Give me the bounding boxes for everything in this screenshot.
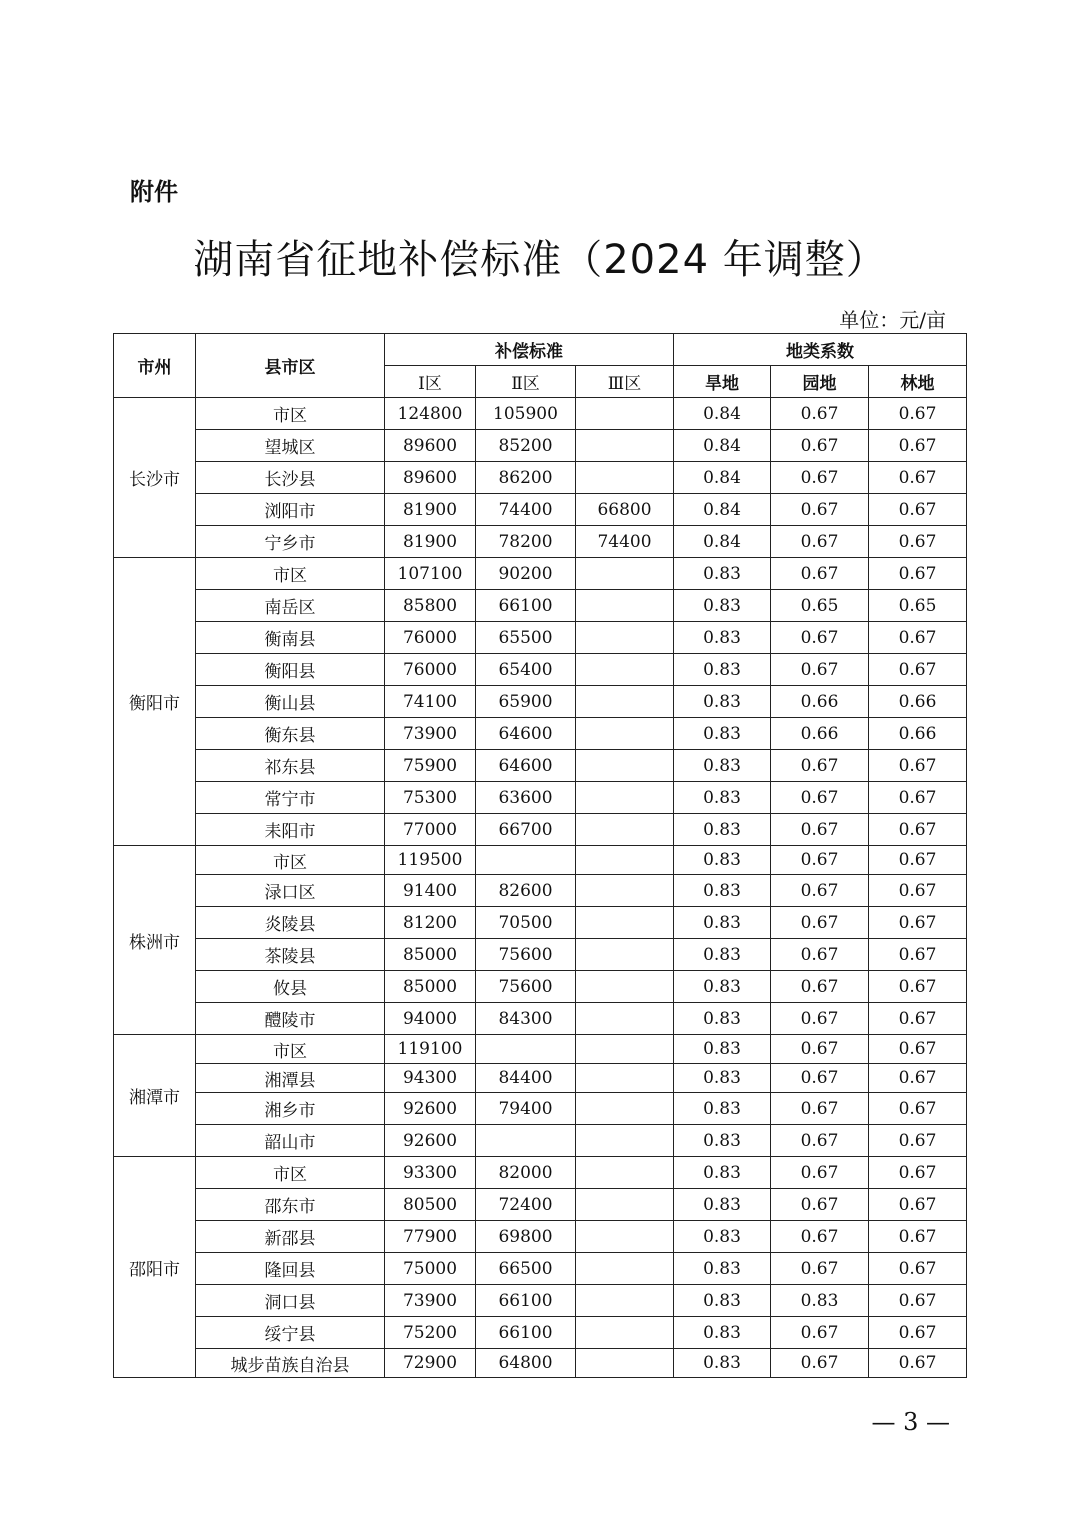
county-cell: 湘乡市	[196, 1093, 385, 1125]
garden-cell: 0.67	[771, 814, 869, 846]
dryland-cell: 0.83	[674, 1003, 771, 1035]
forest-cell: 0.67	[869, 971, 967, 1003]
zone2-cell: 82600	[476, 875, 576, 907]
garden-cell: 0.67	[771, 971, 869, 1003]
county-cell: 市区	[196, 1157, 385, 1189]
forest-cell: 0.67	[869, 846, 967, 875]
forest-cell: 0.67	[869, 654, 967, 686]
zone3-cell	[576, 430, 674, 462]
zone1-cell: 76000	[385, 622, 476, 654]
table-row	[114, 686, 967, 718]
county-cell: 攸县	[196, 971, 385, 1003]
table-row	[114, 907, 967, 939]
zone1-cell: 75200	[385, 1317, 476, 1349]
garden-cell: 0.83	[771, 1285, 869, 1317]
table-row	[114, 971, 967, 1003]
zone3-cell	[576, 558, 674, 590]
zone1-cell: 77900	[385, 1221, 476, 1253]
county-cell: 衡阳县	[196, 654, 385, 686]
table-row	[114, 939, 967, 971]
county-cell: 望城区	[196, 430, 385, 462]
zone3-cell	[576, 1221, 674, 1253]
garden-cell: 0.67	[771, 750, 869, 782]
table-row	[114, 1253, 967, 1285]
garden-cell: 0.67	[771, 430, 869, 462]
county-cell: 衡东县	[196, 718, 385, 750]
zone2-cell	[476, 846, 576, 875]
dryland-cell: 0.83	[674, 590, 771, 622]
city-cell: 邵阳市	[114, 1157, 196, 1378]
zone2-cell: 72400	[476, 1189, 576, 1221]
zone3-cell	[576, 462, 674, 494]
zone2-cell: 66500	[476, 1253, 576, 1285]
header-zone3: Ⅲ区	[576, 366, 674, 398]
zone2-cell: 66100	[476, 590, 576, 622]
garden-cell: 0.67	[771, 846, 869, 875]
forest-cell: 0.67	[869, 782, 967, 814]
zone3-cell	[576, 590, 674, 622]
table-row	[114, 1189, 967, 1221]
zone2-cell: 64600	[476, 718, 576, 750]
table-row	[114, 1035, 967, 1064]
zone1-cell: 80500	[385, 1189, 476, 1221]
forest-cell: 0.67	[869, 558, 967, 590]
county-cell: 韶山市	[196, 1125, 385, 1157]
zone3-cell	[576, 718, 674, 750]
forest-cell: 0.67	[869, 814, 967, 846]
zone3-cell	[576, 1003, 674, 1035]
zone2-cell: 75600	[476, 939, 576, 971]
zone1-cell: 73900	[385, 1285, 476, 1317]
dryland-cell: 0.83	[674, 558, 771, 590]
forest-cell: 0.67	[869, 398, 967, 430]
zone2-cell: 90200	[476, 558, 576, 590]
table-row	[114, 782, 967, 814]
county-cell: 长沙县	[196, 462, 385, 494]
dryland-cell: 0.83	[674, 686, 771, 718]
forest-cell: 0.66	[869, 686, 967, 718]
city-cell: 衡阳市	[114, 558, 196, 846]
zone2-cell: 66700	[476, 814, 576, 846]
county-cell: 洞口县	[196, 1285, 385, 1317]
unit-label: 单位：元/亩	[839, 308, 946, 332]
zone2-cell: 64800	[476, 1349, 576, 1378]
zone1-cell: 81900	[385, 526, 476, 558]
zone1-cell: 91400	[385, 875, 476, 907]
zone1-cell: 94000	[385, 1003, 476, 1035]
zone1-cell: 81900	[385, 494, 476, 526]
forest-cell: 0.67	[869, 1189, 967, 1221]
document-title: 湖南省征地补偿标准（2024 年调整）	[193, 237, 887, 283]
forest-cell: 0.67	[869, 622, 967, 654]
table-row	[114, 750, 967, 782]
city-cell: 长沙市	[114, 398, 196, 558]
zone1-cell: 77000	[385, 814, 476, 846]
dryland-cell: 0.83	[674, 1035, 771, 1064]
zone2-cell: 84300	[476, 1003, 576, 1035]
header-dryland: 旱地	[674, 366, 771, 398]
county-cell: 衡南县	[196, 622, 385, 654]
dryland-cell: 0.83	[674, 750, 771, 782]
table-row	[114, 1157, 967, 1189]
table-row	[114, 1003, 967, 1035]
zone2-cell	[476, 1125, 576, 1157]
zone3-cell	[576, 1349, 674, 1378]
county-cell: 渌口区	[196, 875, 385, 907]
zone1-cell: 75300	[385, 782, 476, 814]
county-cell: 隆回县	[196, 1253, 385, 1285]
county-cell: 衡山县	[196, 686, 385, 718]
dryland-cell: 0.83	[674, 907, 771, 939]
garden-cell: 0.67	[771, 1221, 869, 1253]
zone3-cell	[576, 1064, 674, 1093]
table-row	[114, 1221, 967, 1253]
compensation-table	[113, 333, 967, 1378]
forest-cell: 0.67	[869, 1093, 967, 1125]
garden-cell: 0.67	[771, 939, 869, 971]
zone2-cell: 63600	[476, 782, 576, 814]
table-row	[114, 875, 967, 907]
county-cell: 耒阳市	[196, 814, 385, 846]
dryland-cell: 0.83	[674, 1125, 771, 1157]
zone1-cell: 76000	[385, 654, 476, 686]
zone3-cell	[576, 907, 674, 939]
garden-cell: 0.67	[771, 875, 869, 907]
garden-cell: 0.67	[771, 1093, 869, 1125]
zone2-cell: 70500	[476, 907, 576, 939]
forest-cell: 0.66	[869, 718, 967, 750]
zone1-cell: 119100	[385, 1035, 476, 1064]
table-row	[114, 558, 967, 590]
county-cell: 常宁市	[196, 782, 385, 814]
city-cell: 湘潭市	[114, 1035, 196, 1157]
table-row	[114, 1064, 967, 1093]
header-garden: 园地	[771, 366, 869, 398]
zone2-cell: 69800	[476, 1221, 576, 1253]
table-row	[114, 718, 967, 750]
zone1-cell: 93300	[385, 1157, 476, 1189]
table-body	[114, 398, 967, 1378]
county-cell: 湘潭县	[196, 1064, 385, 1093]
zone3-cell	[576, 686, 674, 718]
zone2-cell: 65900	[476, 686, 576, 718]
zone1-cell: 89600	[385, 430, 476, 462]
garden-cell: 0.67	[771, 1064, 869, 1093]
forest-cell: 0.67	[869, 1157, 967, 1189]
county-cell: 南岳区	[196, 590, 385, 622]
dryland-cell: 0.83	[674, 718, 771, 750]
header-forest: 林地	[869, 366, 967, 398]
dryland-cell: 0.83	[674, 939, 771, 971]
table-row	[114, 590, 967, 622]
forest-cell: 0.67	[869, 1125, 967, 1157]
zone2-cell: 65500	[476, 622, 576, 654]
zone3-cell	[576, 1253, 674, 1285]
zone3-cell	[576, 654, 674, 686]
zone3-cell	[576, 398, 674, 430]
zone1-cell: 85800	[385, 590, 476, 622]
zone3-cell	[576, 1093, 674, 1125]
dryland-cell: 0.83	[674, 1189, 771, 1221]
zone2-cell: 66100	[476, 1285, 576, 1317]
forest-cell: 0.67	[869, 875, 967, 907]
garden-cell: 0.67	[771, 654, 869, 686]
zone3-cell	[576, 846, 674, 875]
table-row	[114, 1285, 967, 1317]
table-row	[114, 526, 967, 558]
zone1-cell: 94300	[385, 1064, 476, 1093]
zone3-cell	[576, 1157, 674, 1189]
county-cell: 祁东县	[196, 750, 385, 782]
county-cell: 宁乡市	[196, 526, 385, 558]
zone2-cell: 86200	[476, 462, 576, 494]
garden-cell: 0.67	[771, 1003, 869, 1035]
county-cell: 茶陵县	[196, 939, 385, 971]
zone3-cell	[576, 875, 674, 907]
forest-cell: 0.67	[869, 1003, 967, 1035]
zone2-cell: 74400	[476, 494, 576, 526]
header-coefficient: 地类系数	[674, 334, 967, 366]
zone1-cell: 119500	[385, 846, 476, 875]
table-row	[114, 494, 967, 526]
zone1-cell: 124800	[385, 398, 476, 430]
zone1-cell: 81200	[385, 907, 476, 939]
dryland-cell: 0.84	[674, 462, 771, 494]
zone3-cell	[576, 939, 674, 971]
county-cell: 新邵县	[196, 1221, 385, 1253]
table-row	[114, 398, 967, 430]
table-row	[114, 462, 967, 494]
forest-cell: 0.67	[869, 750, 967, 782]
forest-cell: 0.67	[869, 526, 967, 558]
zone3-cell	[576, 1189, 674, 1221]
zone1-cell: 72900	[385, 1349, 476, 1378]
table-row	[114, 1093, 967, 1125]
header-county: 县市区	[196, 334, 385, 398]
zone3-cell	[576, 814, 674, 846]
dryland-cell: 0.83	[674, 1093, 771, 1125]
dryland-cell: 0.84	[674, 494, 771, 526]
zone1-cell: 75900	[385, 750, 476, 782]
table-row	[114, 622, 967, 654]
header-zone2: Ⅱ区	[476, 366, 576, 398]
dryland-cell: 0.83	[674, 654, 771, 686]
zone2-cell: 79400	[476, 1093, 576, 1125]
forest-cell: 0.67	[869, 1349, 967, 1378]
garden-cell: 0.67	[771, 1035, 869, 1064]
forest-cell: 0.67	[869, 1035, 967, 1064]
dryland-cell: 0.84	[674, 430, 771, 462]
zone1-cell: 92600	[385, 1093, 476, 1125]
dryland-cell: 0.83	[674, 622, 771, 654]
garden-cell: 0.67	[771, 1157, 869, 1189]
dryland-cell: 0.83	[674, 1253, 771, 1285]
garden-cell: 0.67	[771, 782, 869, 814]
table-row	[114, 430, 967, 462]
garden-cell: 0.67	[771, 398, 869, 430]
attachment-label: 附件	[130, 178, 178, 206]
forest-cell: 0.67	[869, 1253, 967, 1285]
forest-cell: 0.67	[869, 939, 967, 971]
forest-cell: 0.67	[869, 430, 967, 462]
forest-cell: 0.67	[869, 1317, 967, 1349]
zone1-cell: 85000	[385, 939, 476, 971]
county-cell: 市区	[196, 846, 385, 875]
county-cell: 浏阳市	[196, 494, 385, 526]
zone1-cell: 73900	[385, 718, 476, 750]
zone2-cell	[476, 1035, 576, 1064]
county-cell: 市区	[196, 558, 385, 590]
zone3-cell: 74400	[576, 526, 674, 558]
dryland-cell: 0.83	[674, 875, 771, 907]
zone2-cell: 75600	[476, 971, 576, 1003]
table-row	[114, 1125, 967, 1157]
county-cell: 醴陵市	[196, 1003, 385, 1035]
dryland-cell: 0.83	[674, 1064, 771, 1093]
garden-cell: 0.66	[771, 686, 869, 718]
forest-cell: 0.67	[869, 462, 967, 494]
dryland-cell: 0.83	[674, 814, 771, 846]
garden-cell: 0.67	[771, 526, 869, 558]
table-row	[114, 846, 967, 875]
forest-cell: 0.67	[869, 1064, 967, 1093]
zone3-cell	[576, 971, 674, 1003]
county-cell: 绥宁县	[196, 1317, 385, 1349]
county-cell: 炎陵县	[196, 907, 385, 939]
zone1-cell: 74100	[385, 686, 476, 718]
dryland-cell: 0.84	[674, 526, 771, 558]
header-zone1: Ⅰ区	[385, 366, 476, 398]
zone2-cell: 66100	[476, 1317, 576, 1349]
forest-cell: 0.65	[869, 590, 967, 622]
dryland-cell: 0.83	[674, 1317, 771, 1349]
table-row	[114, 1317, 967, 1349]
zone3-cell: 66800	[576, 494, 674, 526]
zone2-cell: 78200	[476, 526, 576, 558]
garden-cell: 0.66	[771, 718, 869, 750]
zone3-cell	[576, 622, 674, 654]
garden-cell: 0.67	[771, 1317, 869, 1349]
city-cell: 株洲市	[114, 846, 196, 1035]
garden-cell: 0.67	[771, 494, 869, 526]
zone3-cell	[576, 782, 674, 814]
garden-cell: 0.65	[771, 590, 869, 622]
forest-cell: 0.67	[869, 494, 967, 526]
garden-cell: 0.67	[771, 1253, 869, 1285]
zone2-cell: 105900	[476, 398, 576, 430]
zone3-cell	[576, 1285, 674, 1317]
forest-cell: 0.67	[869, 1221, 967, 1253]
garden-cell: 0.67	[771, 1125, 869, 1157]
garden-cell: 0.67	[771, 462, 869, 494]
table-row	[114, 1349, 967, 1378]
zone2-cell: 82000	[476, 1157, 576, 1189]
zone1-cell: 75000	[385, 1253, 476, 1285]
zone2-cell: 85200	[476, 430, 576, 462]
zone2-cell: 65400	[476, 654, 576, 686]
dryland-cell: 0.83	[674, 1221, 771, 1253]
garden-cell: 0.67	[771, 907, 869, 939]
zone3-cell	[576, 1317, 674, 1349]
garden-cell: 0.67	[771, 558, 869, 590]
garden-cell: 0.67	[771, 1349, 869, 1378]
dryland-cell: 0.83	[674, 782, 771, 814]
zone2-cell: 64600	[476, 750, 576, 782]
table-row	[114, 814, 967, 846]
zone1-cell: 89600	[385, 462, 476, 494]
zone3-cell	[576, 1035, 674, 1064]
garden-cell: 0.67	[771, 622, 869, 654]
county-cell: 市区	[196, 1035, 385, 1064]
county-cell: 市区	[196, 398, 385, 430]
zone1-cell: 85000	[385, 971, 476, 1003]
header-compensation: 补偿标准	[385, 334, 674, 366]
county-cell: 邵东市	[196, 1189, 385, 1221]
county-cell: 城步苗族自治县	[196, 1349, 385, 1378]
zone1-cell: 92600	[385, 1125, 476, 1157]
dryland-cell: 0.84	[674, 398, 771, 430]
zone3-cell	[576, 1125, 674, 1157]
zone2-cell: 84400	[476, 1064, 576, 1093]
dryland-cell: 0.83	[674, 1285, 771, 1317]
garden-cell: 0.67	[771, 1189, 869, 1221]
page-number: — 3 —	[871, 1408, 950, 1436]
dryland-cell: 0.83	[674, 846, 771, 875]
forest-cell: 0.67	[869, 907, 967, 939]
table-row	[114, 654, 967, 686]
forest-cell: 0.67	[869, 1285, 967, 1317]
dryland-cell: 0.83	[674, 1349, 771, 1378]
dryland-cell: 0.83	[674, 1157, 771, 1189]
zone3-cell	[576, 750, 674, 782]
dryland-cell: 0.83	[674, 971, 771, 1003]
header-city: 市州	[114, 334, 196, 398]
zone1-cell: 107100	[385, 558, 476, 590]
